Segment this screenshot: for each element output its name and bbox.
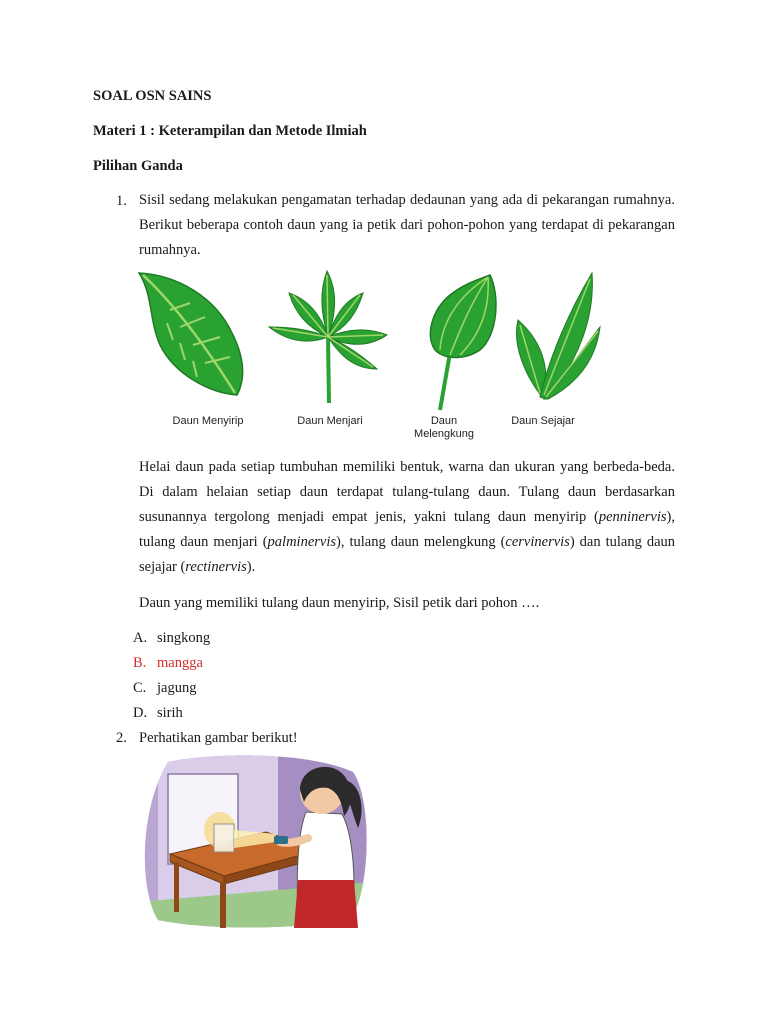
leaf-illustrations bbox=[135, 265, 605, 415]
leaf-caption-menjari: Daun Menjari bbox=[297, 415, 363, 427]
question-intro: Sisil sedang melakukan pengamatan terhadap dedaunan yang ada di pekarangan rumahnya. Berikut beberapa contoh daun yang ia petik dari pohon-pohon yang terdapat di pekarangan rumahnya. bbox=[139, 192, 675, 258]
term-rectinervis: rectinervis bbox=[185, 559, 247, 575]
document-title: SOAL OSN SAINS bbox=[93, 88, 212, 104]
leaf-caption-sejajar: Daun Sejajar bbox=[511, 415, 575, 427]
materi-heading: Materi 1 : Keterampilan dan Metode Ilmiah bbox=[93, 123, 367, 139]
pinnate-leaf-image bbox=[139, 273, 243, 395]
question-prompt: Daun yang memiliki tulang daun menyirip, Sisil petik dari pohon …. bbox=[139, 595, 540, 611]
answer-options: A. singkong B. mangga C. jagung D. sirih bbox=[133, 630, 211, 721]
term-cervinervis: cervinervis bbox=[505, 534, 570, 550]
question-2-text: Perhatikan gambar berikut! bbox=[139, 730, 298, 746]
girl-flashlight-illustration bbox=[138, 752, 370, 928]
question-body: Helai daun pada setiap tumbuhan memiliki bentuk, warna dan ukuran yang berbeda-beda. Di dalam helaian setiap daun terdapat tulang-tulang daun. Tulang daun berdasarkan susunannya tergolong menjadi empat jenis, yakni tulang daun menyirip (penninervis), tulang daun menjari (palminervis), tulang daun melengkung (cervinervis) dan tulang daun sejajar (rectinervis). bbox=[139, 459, 676, 575]
section-heading: Pilihan Ganda bbox=[93, 158, 183, 174]
curved-leaf-image bbox=[430, 275, 496, 410]
parallel-leaf-image bbox=[517, 273, 600, 399]
leaf-caption-menyirip: Daun Menyirip bbox=[172, 415, 244, 427]
question-number: 1. bbox=[116, 193, 127, 209]
term-penninervis: penninervis bbox=[598, 509, 667, 525]
leaf-caption-melengkung: Daun Melengkung bbox=[414, 415, 474, 440]
term-palminervis: palminervis bbox=[267, 534, 337, 550]
palmate-leaf-image bbox=[269, 271, 387, 403]
question-2-number: 2. bbox=[116, 730, 127, 746]
